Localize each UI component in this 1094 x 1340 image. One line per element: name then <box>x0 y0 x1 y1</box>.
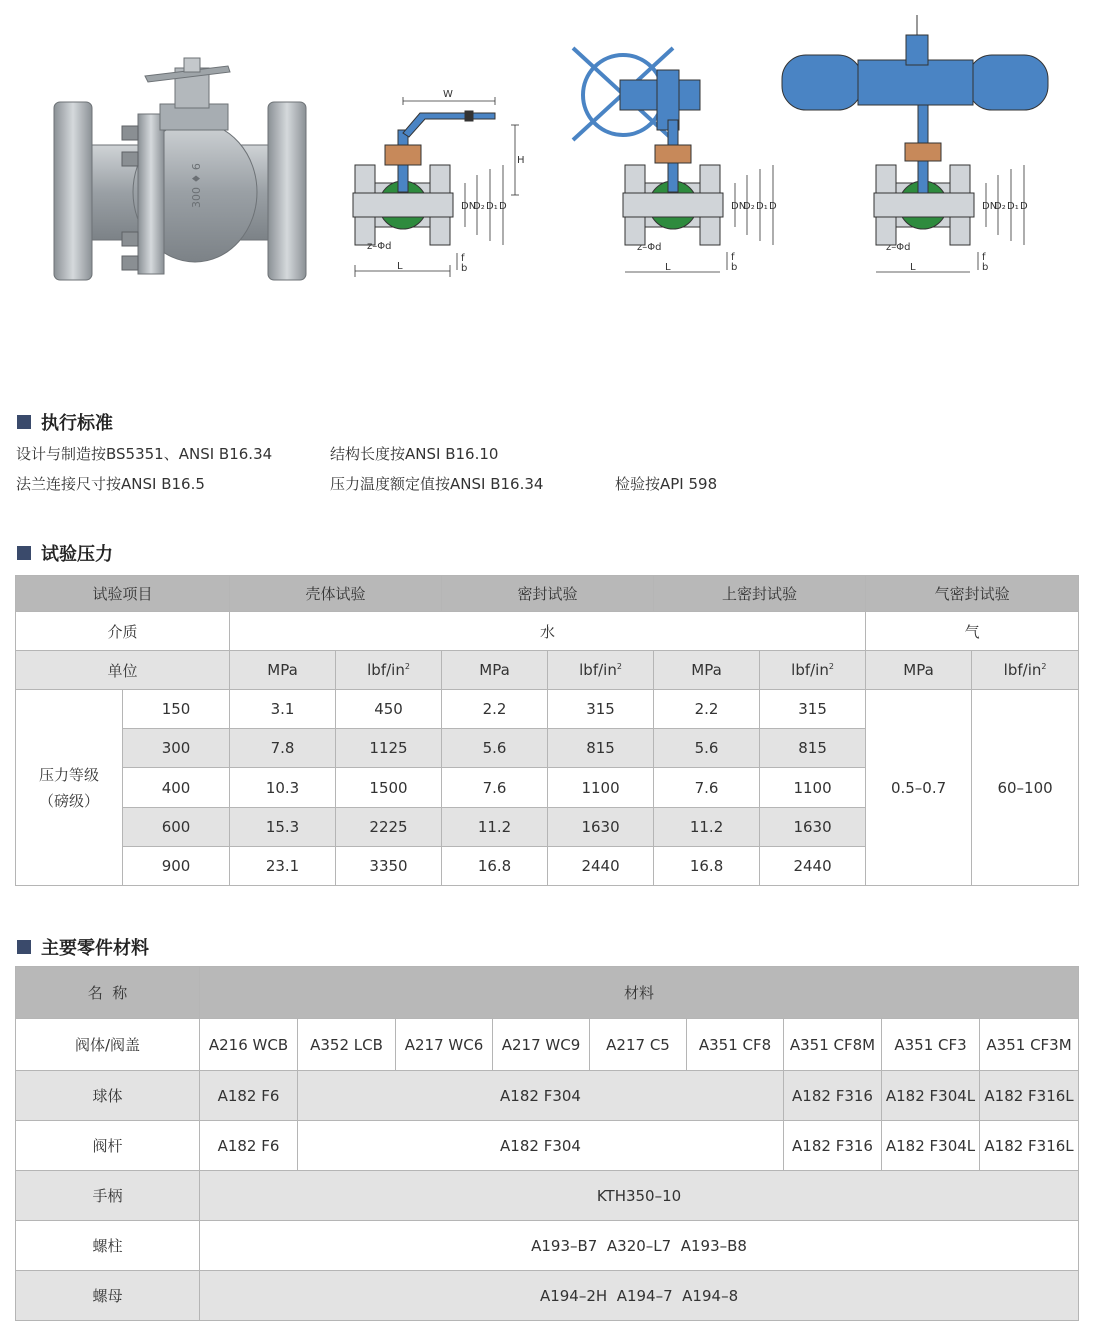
material-cell: A351 CF3 <box>882 1019 980 1071</box>
table-row <box>16 1019 1079 1071</box>
dim-d1-label: D₁ <box>486 201 498 212</box>
dim-d-label-2: D <box>769 201 777 212</box>
class-cell: 400 <box>123 768 230 808</box>
material-cell: A182 F316L <box>980 1121 1079 1171</box>
standard-item-1: 设计与制造按BS5351、ANSI B16.34 <box>16 445 273 463</box>
material-cell: KTH350–10 <box>200 1171 1079 1221</box>
cad-actuator-drawing <box>778 15 1053 280</box>
material-cell: A182 F304 <box>298 1071 784 1121</box>
value-cell: 23.1 <box>230 847 336 886</box>
material-cell: A182 F6 <box>200 1121 298 1171</box>
table-row <box>16 1171 1079 1221</box>
dim-d2-label-3: D₂ <box>994 201 1006 212</box>
material-cell: A216 WCB <box>200 1019 298 1071</box>
value-cell: 3350 <box>336 847 442 886</box>
ball-valve-photo <box>50 50 310 285</box>
dim-f-label-2: f <box>731 252 735 263</box>
cad-gear-drawing <box>565 40 790 280</box>
standard-item-5: 检验按API 598 <box>615 475 718 493</box>
dim-f-label: f <box>461 253 465 264</box>
value-cell: 7.6 <box>442 768 548 808</box>
material-cell: A182 F316 <box>784 1121 882 1171</box>
value-cell: 1630 <box>760 808 866 847</box>
standards-title: 执行标准 <box>17 409 113 435</box>
material-cell: A182 F6 <box>200 1071 298 1121</box>
value-cell: 5.6 <box>654 729 760 768</box>
materials-table <box>15 966 1079 1321</box>
value-cell: 1630 <box>548 808 654 847</box>
class-cell: 600 <box>123 808 230 847</box>
value-cell: 1500 <box>336 768 442 808</box>
figures-area <box>0 0 1094 300</box>
value-cell: 1100 <box>760 768 866 808</box>
value-cell: 2440 <box>760 847 866 886</box>
value-cell: 10.3 <box>230 768 336 808</box>
dim-b-label-2: b <box>731 262 738 273</box>
section-square-icon <box>17 546 31 560</box>
part-label: 阀杆 <box>16 1121 200 1171</box>
header-backseat-test: 上密封试验 <box>654 576 866 612</box>
unit-mpa: MPa <box>442 651 548 690</box>
value-cell: 1125 <box>336 729 442 768</box>
material-cell: A217 C5 <box>590 1019 687 1071</box>
medium-water: 水 <box>230 612 866 651</box>
material-cell: A182 F316L <box>980 1071 1079 1121</box>
materials-header-row <box>16 967 1079 1019</box>
section-square-icon <box>17 940 31 954</box>
unit-label: 单位 <box>16 651 230 690</box>
part-label: 阀体/阀盖 <box>16 1019 200 1071</box>
materials-title: 主要零件材料 <box>17 934 149 960</box>
dim-dn-label-2: DN <box>731 201 747 212</box>
material-cell: A182 F304L <box>882 1071 980 1121</box>
header-material: 材料 <box>200 967 1079 1019</box>
header-air-seal-test: 气密封试验 <box>866 576 1079 612</box>
dim-l-label: L <box>397 261 403 272</box>
material-cell: A352 LCB <box>298 1019 396 1071</box>
part-label: 螺柱 <box>16 1221 200 1271</box>
value-cell: 2225 <box>336 808 442 847</box>
value-cell: 7.6 <box>654 768 760 808</box>
table-row <box>16 1221 1079 1271</box>
value-cell: 11.2 <box>654 808 760 847</box>
pressure-header-row <box>16 576 1079 612</box>
material-cell: A193–B7 A320–L7 A193–B8 <box>200 1221 1079 1271</box>
dim-d2-label: D₂ <box>473 201 485 212</box>
section-square-icon <box>17 415 31 429</box>
unit-mpa: MPa <box>654 651 760 690</box>
material-cell: A182 F304L <box>882 1121 980 1171</box>
medium-row <box>16 612 1079 651</box>
class-cell: 900 <box>123 847 230 886</box>
value-cell: 7.8 <box>230 729 336 768</box>
value-cell: 3.1 <box>230 690 336 729</box>
value-cell: 315 <box>760 690 866 729</box>
dim-b-label: b <box>461 263 468 274</box>
value-cell: 315 <box>548 690 654 729</box>
material-cell: A182 F316 <box>784 1071 882 1121</box>
dim-d-label: D <box>499 201 507 212</box>
dim-d1-label-2: D₁ <box>756 201 768 212</box>
class-cell: 150 <box>123 690 230 729</box>
svg-text:300 ♦ 6: 300 ♦ 6 <box>190 163 203 208</box>
unit-mpa: MPa <box>866 651 972 690</box>
dim-d2-label-2: D₂ <box>743 201 755 212</box>
material-cell: A182 F304 <box>298 1121 784 1171</box>
unit-lbf: lbf/$in^2$ <box>336 651 442 690</box>
dim-dn-label-3: DN <box>982 201 998 212</box>
value-cell: 16.8 <box>654 847 760 886</box>
dim-zphid-label-2: z–Φd <box>637 242 662 253</box>
dim-zphid-label-3: z–Φd <box>886 242 911 253</box>
part-label: 手柄 <box>16 1171 200 1221</box>
value-cell: 2.2 <box>442 690 548 729</box>
material-cell: A351 CF8 <box>687 1019 784 1071</box>
header-shell-test: 壳体试验 <box>230 576 442 612</box>
header-seal-test: 密封试验 <box>442 576 654 612</box>
value-cell: 5.6 <box>442 729 548 768</box>
header-test-item: 试验项目 <box>16 576 230 612</box>
medium-gas: 气 <box>866 612 1079 651</box>
dim-d-label-3: D <box>1020 201 1028 212</box>
unit-lbf: lbf/$in^2$ <box>972 651 1079 690</box>
dim-d1-label-3: D₁ <box>1007 201 1019 212</box>
value-cell: 15.3 <box>230 808 336 847</box>
pressure-class-label: 压力等级 （磅级） <box>16 690 123 886</box>
unit-lbf: lbf/$in^2$ <box>548 651 654 690</box>
dim-l-label-2: L <box>665 262 671 273</box>
value-cell: 11.2 <box>442 808 548 847</box>
unit-row <box>16 651 1079 690</box>
table-row <box>16 1071 1079 1121</box>
gas-mpa-cell: 0.5–0.7 <box>866 690 972 886</box>
material-cell: A217 WC6 <box>396 1019 493 1071</box>
dim-dn-label: DN <box>461 201 477 212</box>
dim-zphid-label: z–Φd <box>367 241 392 252</box>
dim-w-label: W <box>443 89 453 100</box>
gas-lbf-cell: 60–100 <box>972 690 1079 886</box>
unit-mpa: MPa <box>230 651 336 690</box>
dim-b-label-3: b <box>982 262 989 273</box>
table-row <box>16 1271 1079 1321</box>
value-cell: 815 <box>548 729 654 768</box>
value-cell: 2.2 <box>654 690 760 729</box>
cad-lever-drawing <box>345 85 535 280</box>
medium-label: 介质 <box>16 612 230 651</box>
value-cell: 1100 <box>548 768 654 808</box>
pressure-table <box>15 575 1079 886</box>
pressure-title: 试验压力 <box>17 540 113 566</box>
material-cell: A194–2H A194–7 A194–8 <box>200 1271 1079 1321</box>
value-cell: 450 <box>336 690 442 729</box>
value-cell: 16.8 <box>442 847 548 886</box>
dim-l-label-3: L <box>910 262 916 273</box>
dim-h-label: H <box>517 155 525 166</box>
part-label: 螺母 <box>16 1271 200 1321</box>
table-row <box>16 1121 1079 1171</box>
part-label: 球体 <box>16 1071 200 1121</box>
unit-lbf: lbf/$in^2$ <box>760 651 866 690</box>
value-cell: 2440 <box>548 847 654 886</box>
dim-f-label-3: f <box>982 252 986 263</box>
standard-item-4: 压力温度额定值按ANSI B16.34 <box>330 475 544 493</box>
class-cell: 300 <box>123 729 230 768</box>
material-cell: A217 WC9 <box>493 1019 590 1071</box>
standard-item-2: 结构长度按ANSI B16.10 <box>330 445 499 463</box>
standard-item-3: 法兰连接尺寸按ANSI B16.5 <box>16 475 205 493</box>
material-cell: A351 CF3M <box>980 1019 1079 1071</box>
material-cell: A351 CF8M <box>784 1019 882 1071</box>
table-row <box>16 690 1079 729</box>
header-part-name: 名 称 <box>16 967 200 1019</box>
value-cell: 815 <box>760 729 866 768</box>
